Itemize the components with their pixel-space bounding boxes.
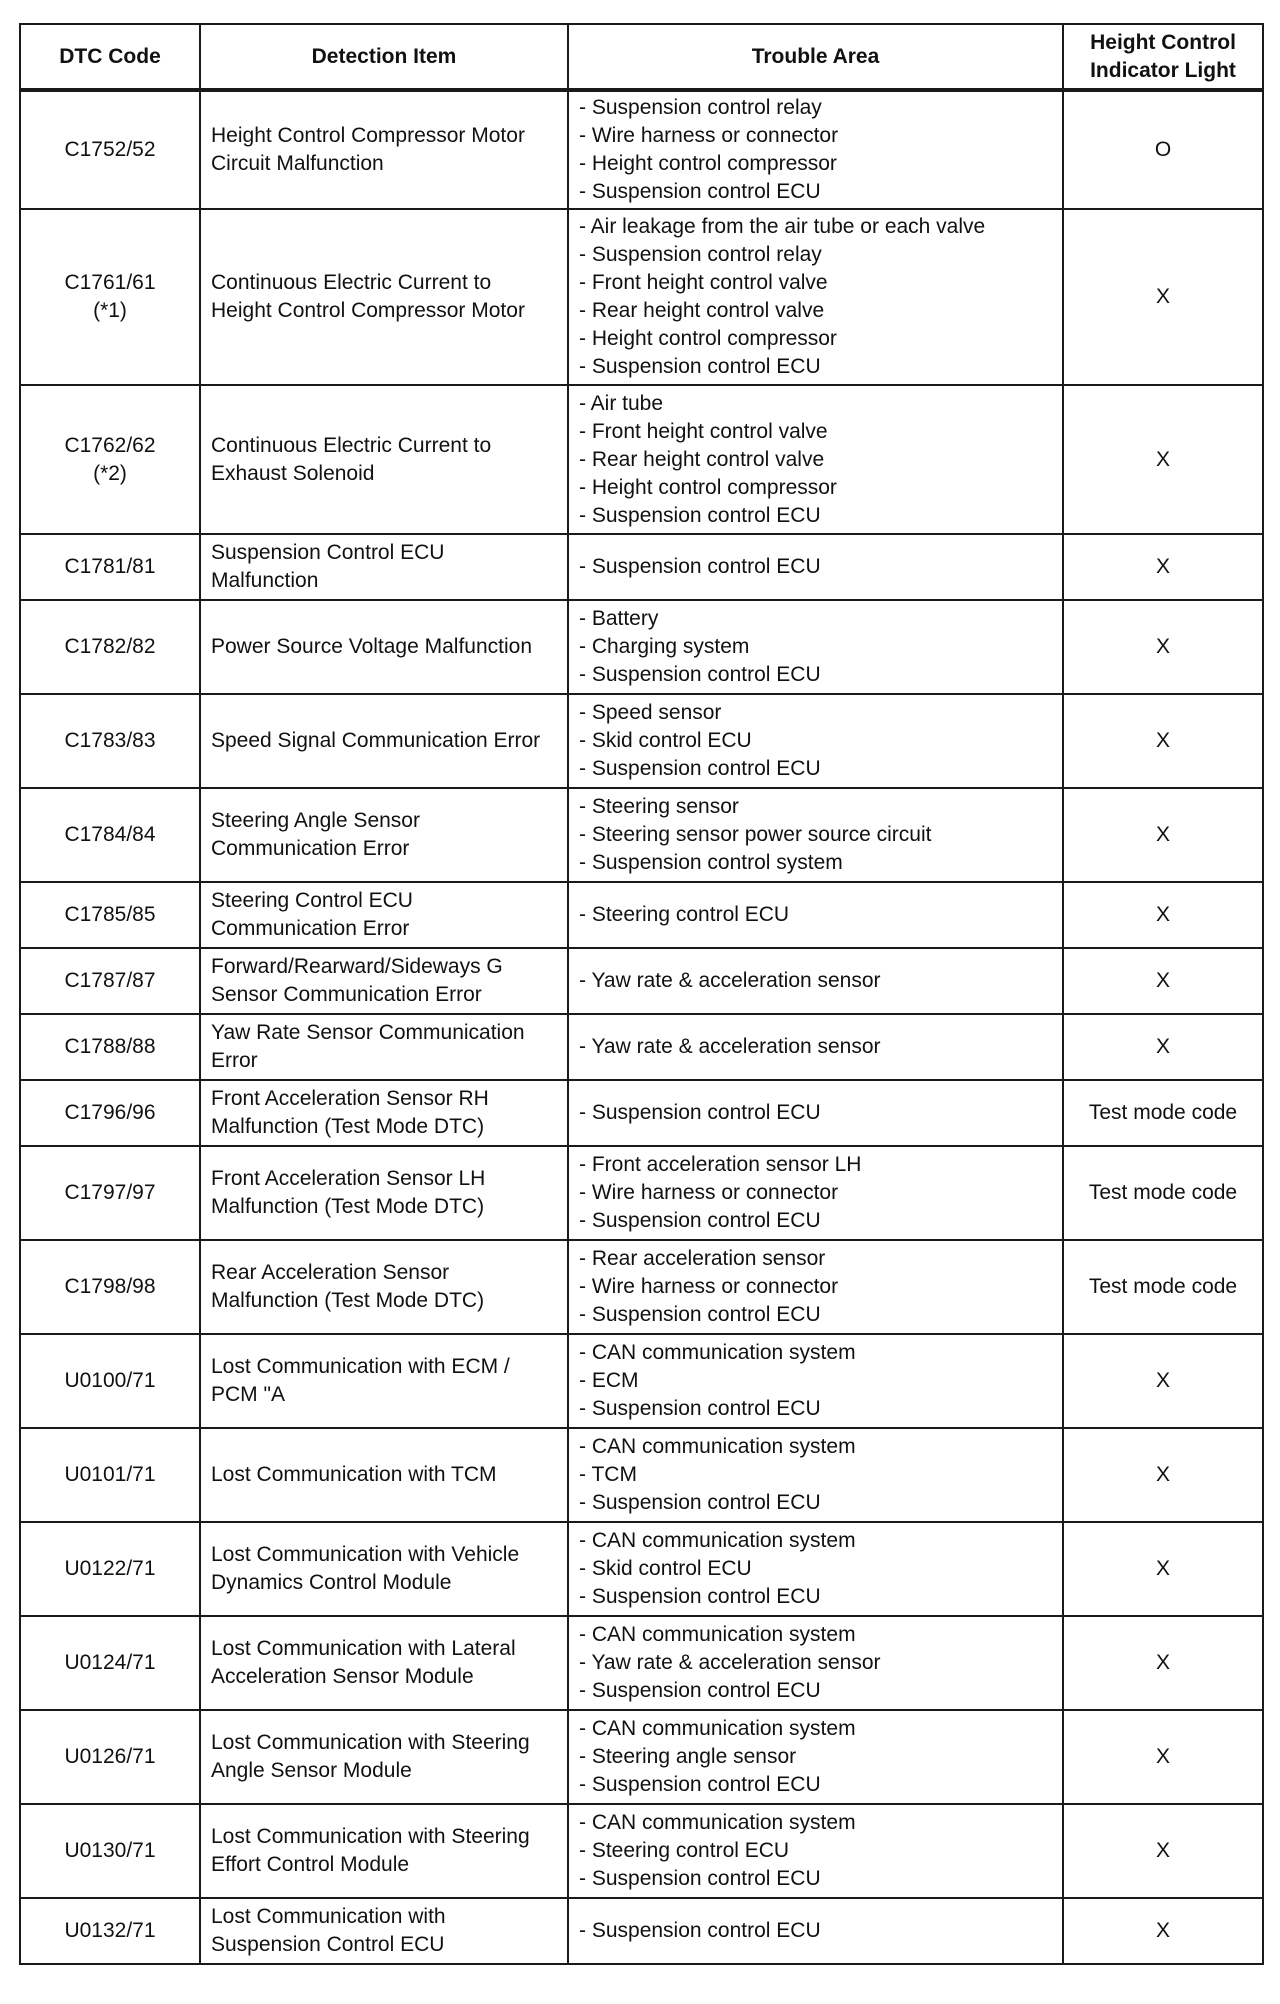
indicator-light-value: O: [1154, 138, 1172, 161]
table-row: [20, 1898, 1263, 1964]
indicator-light-value: X: [1155, 635, 1170, 658]
header-line: Trouble Area: [751, 44, 880, 68]
trouble-area-line: - Air leakage from the air tube or each valve: [579, 215, 986, 238]
detection-item-line: Effort Control Module: [211, 1853, 410, 1876]
indicator-light-cell: [1063, 1428, 1263, 1522]
header-detection-item: [200, 24, 568, 90]
dtc-code-cell: [20, 534, 200, 600]
trouble-area-line: - Yaw rate & acceleration sensor: [579, 1651, 881, 1674]
detection-item-line: Speed Signal Communication Error: [211, 729, 541, 752]
indicator-light-value: X: [1155, 1839, 1170, 1862]
dtc-code-cell: [20, 882, 200, 948]
trouble-area-line: - Wire harness or connector: [579, 1181, 839, 1204]
dtc-code-cell: [20, 1146, 200, 1240]
indicator-light-value: X: [1155, 1919, 1170, 1942]
table-row: [20, 209, 1263, 385]
trouble-area-line: - Suspension control ECU: [579, 663, 821, 686]
trouble-area-line: - Suspension control ECU: [579, 757, 821, 780]
dtc-code: (*1): [93, 299, 127, 322]
detection-item-line: Malfunction (Test Mode DTC): [211, 1195, 485, 1218]
indicator-light-cell: [1063, 1522, 1263, 1616]
header-line: Detection Item: [311, 44, 457, 68]
trouble-area-cell: [568, 1898, 1063, 1964]
table-row: [20, 1146, 1263, 1240]
trouble-area-cell: [568, 1240, 1063, 1334]
detection-item-line: Lost Communication with Steering: [211, 1825, 530, 1848]
table-row: [20, 90, 1263, 209]
dtc-code-cell: [20, 1710, 200, 1804]
trouble-area-line: - Height control compressor: [579, 327, 837, 350]
detection-item-cell: [200, 209, 568, 385]
trouble-area-cell: [568, 1804, 1063, 1898]
dtc-code-cell: [20, 1616, 200, 1710]
header-indicator-light: [1063, 24, 1263, 90]
dtc-code-cell: [20, 788, 200, 882]
detection-item-line: Malfunction (Test Mode DTC): [211, 1289, 485, 1312]
dtc-code: U0132/71: [64, 1919, 156, 1942]
trouble-area-line: - Yaw rate & acceleration sensor: [579, 969, 881, 992]
trouble-area-line: - CAN communication system: [579, 1811, 856, 1834]
detection-item-line: PCM "A: [211, 1383, 285, 1406]
indicator-light-cell: [1063, 1710, 1263, 1804]
trouble-area-line: - Suspension control ECU: [579, 1773, 821, 1796]
trouble-area-line: - Wire harness or connector: [579, 1275, 839, 1298]
indicator-light-cell: [1063, 90, 1263, 209]
detection-item-line: Yaw Rate Sensor Communication: [211, 1021, 525, 1044]
indicator-light-cell: [1063, 694, 1263, 788]
dtc-code: C1782/82: [64, 635, 156, 658]
detection-item-cell: [200, 882, 568, 948]
trouble-area-line: - Suspension control ECU: [579, 1101, 821, 1124]
detection-item-line: Front Acceleration Sensor LH: [211, 1167, 486, 1190]
detection-item-cell: [200, 1804, 568, 1898]
header-trouble-area: [568, 24, 1063, 90]
indicator-light-cell: [1063, 1014, 1263, 1080]
detection-item-line: Lost Communication with Steering: [211, 1731, 530, 1754]
header-line: DTC Code: [59, 44, 161, 68]
detection-item-line: Communication Error: [211, 837, 410, 860]
detection-item-cell: [200, 1080, 568, 1146]
indicator-light-value: X: [1155, 823, 1170, 846]
trouble-area-line: - Suspension control ECU: [579, 1397, 821, 1420]
header-line: Height Control: [1090, 30, 1236, 54]
trouble-area-line: - Wire harness or connector: [579, 124, 839, 147]
trouble-area-cell: [568, 1146, 1063, 1240]
dtc-code-cell: [20, 1804, 200, 1898]
dtc-code: C1798/98: [64, 1275, 156, 1298]
table-row: [20, 1522, 1263, 1616]
detection-item-line: Forward/Rearward/Sideways G: [211, 955, 503, 978]
detection-item-line: Lost Communication with: [211, 1905, 446, 1928]
detection-item-cell: [200, 1898, 568, 1964]
indicator-light-cell: [1063, 882, 1263, 948]
dtc-code: C1787/87: [64, 969, 156, 992]
trouble-area-line: - Suspension control ECU: [579, 1209, 821, 1232]
dtc-code-cell: [20, 600, 200, 694]
table-row: [20, 1804, 1263, 1898]
detection-item-line: Lost Communication with TCM: [211, 1463, 497, 1486]
detection-item-line: Communication Error: [211, 917, 410, 940]
trouble-area-line: - Front acceleration sensor LH: [579, 1153, 862, 1176]
detection-item-cell: [200, 694, 568, 788]
detection-item-line: Lost Communication with Lateral: [211, 1637, 516, 1660]
dtc-code: C1783/83: [64, 729, 156, 752]
dtc-code: C1752/52: [64, 138, 156, 161]
dtc-code-cell: [20, 948, 200, 1014]
indicator-light-cell: [1063, 534, 1263, 600]
detection-item-line: Suspension Control ECU: [211, 541, 445, 564]
detection-item-cell: [200, 1522, 568, 1616]
indicator-light-value: X: [1155, 1035, 1170, 1058]
indicator-light-value: X: [1155, 1369, 1170, 1392]
indicator-light-value: X: [1155, 1557, 1170, 1580]
table-row: [20, 600, 1263, 694]
indicator-light-cell: [1063, 209, 1263, 385]
detection-item-cell: [200, 1428, 568, 1522]
detection-item-line: Continuous Electric Current to: [211, 433, 492, 457]
indicator-light-value: X: [1155, 555, 1170, 578]
trouble-area-cell: [568, 600, 1063, 694]
table-header: [20, 24, 1263, 90]
detection-item-cell: [200, 948, 568, 1014]
table-row: [20, 948, 1263, 1014]
trouble-area-line: - Height control compressor: [579, 475, 837, 499]
dtc-code-cell: [20, 1080, 200, 1146]
trouble-area-line: - Suspension control ECU: [579, 555, 821, 578]
detection-item-cell: [200, 788, 568, 882]
trouble-area-cell: [568, 1334, 1063, 1428]
dtc-code: (*2): [93, 461, 127, 485]
dtc-code: U0126/71: [64, 1745, 156, 1768]
indicator-light-value: X: [1155, 903, 1170, 926]
detection-item-cell: [200, 90, 568, 209]
detection-item-cell: [200, 385, 568, 534]
dtc-code: C1781/81: [64, 555, 156, 578]
table-row: [20, 1240, 1263, 1334]
detection-item-cell: [200, 1616, 568, 1710]
trouble-area-line: - TCM: [579, 1463, 637, 1486]
detection-item-line: Power Source Voltage Malfunction: [211, 635, 533, 658]
table-row: [20, 1080, 1263, 1146]
trouble-area-line: - Rear height control valve: [579, 299, 825, 322]
trouble-area-line: - Steering sensor: [579, 795, 739, 818]
trouble-area-line: - Height control compressor: [579, 152, 837, 175]
detection-item-line: Exhaust Solenoid: [211, 461, 375, 485]
trouble-area-line: - Skid control ECU: [579, 1557, 752, 1580]
detection-item-line: Error: [211, 1049, 258, 1072]
dtc-code: C1784/84: [64, 823, 156, 846]
indicator-light-value: X: [1155, 285, 1170, 308]
trouble-area-line: - Suspension control ECU: [579, 1919, 821, 1942]
dtc-code-cell: [20, 90, 200, 209]
trouble-area-cell: [568, 788, 1063, 882]
dtc-code: C1797/97: [64, 1181, 156, 1204]
indicator-light-cell: [1063, 1334, 1263, 1428]
detection-item-line: Sensor Communication Error: [211, 983, 482, 1006]
trouble-area-line: - Battery: [579, 607, 659, 630]
indicator-light-value: X: [1155, 1463, 1170, 1486]
table-row: [20, 694, 1263, 788]
trouble-area-line: - Rear acceleration sensor: [579, 1247, 826, 1270]
detection-item-line: Acceleration Sensor Module: [211, 1665, 474, 1688]
header-row: [20, 24, 1263, 90]
trouble-area-cell: [568, 948, 1063, 1014]
trouble-area-line: - CAN communication system: [579, 1623, 856, 1646]
table-row: [20, 882, 1263, 948]
trouble-area-line: - Charging system: [579, 635, 750, 658]
detection-item-line: Suspension Control ECU: [211, 1933, 445, 1956]
indicator-light-cell: [1063, 1616, 1263, 1710]
trouble-area-line: - Skid control ECU: [579, 729, 752, 752]
header-line: Indicator Light: [1090, 58, 1236, 82]
trouble-area-cell: [568, 1428, 1063, 1522]
dtc-code-cell: [20, 1522, 200, 1616]
indicator-light-cell: [1063, 1240, 1263, 1334]
detection-item-line: Continuous Electric Current to: [211, 271, 492, 294]
detection-item-cell: [200, 1014, 568, 1080]
indicator-light-cell: [1063, 600, 1263, 694]
detection-item-line: Rear Acceleration Sensor: [211, 1261, 450, 1284]
indicator-light-cell: [1063, 948, 1263, 1014]
detection-item-cell: [200, 1240, 568, 1334]
dtc-code-cell: [20, 1334, 200, 1428]
trouble-area-line: - Steering angle sensor: [579, 1745, 797, 1768]
trouble-area-line: - Front height control valve: [579, 271, 828, 294]
detection-item-line: Height Control Compressor Motor: [211, 299, 525, 322]
table-row: [20, 1428, 1263, 1522]
trouble-area-cell: [568, 1616, 1063, 1710]
detection-item-cell: [200, 534, 568, 600]
trouble-area-line: - Suspension control ECU: [579, 1585, 821, 1608]
trouble-area-cell: [568, 1080, 1063, 1146]
trouble-area-cell: [568, 1014, 1063, 1080]
indicator-light-cell: [1063, 1080, 1263, 1146]
indicator-light-value: X: [1155, 447, 1170, 471]
detection-item-line: Dynamics Control Module: [211, 1571, 452, 1594]
indicator-light-value: Test mode code: [1088, 1101, 1238, 1124]
trouble-area-line: - CAN communication system: [579, 1529, 856, 1552]
detection-item-line: Steering Angle Sensor: [211, 809, 420, 832]
trouble-area-line: - Front height control valve: [579, 419, 828, 443]
indicator-light-cell: [1063, 1146, 1263, 1240]
indicator-light-cell: [1063, 385, 1263, 534]
indicator-light-value: Test mode code: [1088, 1275, 1238, 1298]
trouble-area-line: - Yaw rate & acceleration sensor: [579, 1035, 881, 1058]
dtc-code: U0100/71: [64, 1369, 156, 1392]
detection-item-line: Lost Communication with ECM /: [211, 1355, 510, 1378]
indicator-light-value: X: [1155, 729, 1170, 752]
dtc-code-cell: [20, 1014, 200, 1080]
detection-item-line: Lost Communication with Vehicle: [211, 1543, 520, 1566]
trouble-area-line: - Suspension control ECU: [579, 1867, 821, 1890]
indicator-light-value: X: [1155, 1745, 1170, 1768]
dtc-table: [19, 23, 1264, 1965]
trouble-area-line: - Suspension control ECU: [579, 355, 821, 378]
detection-item-line: Front Acceleration Sensor RH: [211, 1087, 489, 1110]
trouble-area-line: - CAN communication system: [579, 1435, 856, 1458]
indicator-light-cell: [1063, 1898, 1263, 1964]
table-row: [20, 1616, 1263, 1710]
trouble-area-cell: [568, 534, 1063, 600]
indicator-light-value: Test mode code: [1088, 1181, 1238, 1204]
trouble-area-line: - Suspension control system: [579, 851, 843, 874]
detection-item-line: Height Control Compressor Motor: [211, 124, 525, 147]
trouble-area-cell: [568, 385, 1063, 534]
table-row: [20, 385, 1263, 534]
table-row: [20, 1710, 1263, 1804]
dtc-code-cell: [20, 694, 200, 788]
table-row: [20, 534, 1263, 600]
trouble-area-cell: [568, 90, 1063, 209]
trouble-area-line: - Suspension control relay: [579, 243, 822, 266]
detection-item-cell: [200, 1710, 568, 1804]
indicator-light-value: X: [1155, 969, 1170, 992]
trouble-area-line: - Steering control ECU: [579, 1839, 790, 1862]
trouble-area-line: - Suspension control relay: [579, 96, 822, 119]
dtc-code: C1796/96: [64, 1101, 156, 1124]
trouble-area-line: - Suspension control ECU: [579, 1679, 821, 1702]
trouble-area-line: - Air tube: [579, 391, 664, 415]
detection-item-line: Malfunction (Test Mode DTC): [211, 1115, 485, 1138]
table-row: [20, 1014, 1263, 1080]
header-dtc-code: [20, 24, 200, 90]
detection-item-cell: [200, 1146, 568, 1240]
trouble-area-cell: [568, 694, 1063, 788]
trouble-area-line: - Suspension control ECU: [579, 1303, 821, 1326]
trouble-area-line: - ECM: [579, 1369, 639, 1392]
dtc-code: C1761/61: [64, 271, 156, 294]
indicator-light-cell: [1063, 1804, 1263, 1898]
table-row: [20, 1334, 1263, 1428]
trouble-area-line: - Suspension control ECU: [579, 503, 821, 527]
dtc-code-cell: [20, 1428, 200, 1522]
indicator-light-value: X: [1155, 1651, 1170, 1674]
indicator-light-cell: [1063, 788, 1263, 882]
trouble-area-cell: [568, 1522, 1063, 1616]
detection-item-cell: [200, 600, 568, 694]
dtc-code: U0101/71: [64, 1463, 156, 1486]
dtc-code-cell: [20, 209, 200, 385]
table-row: [20, 788, 1263, 882]
dtc-code: C1762/62: [64, 433, 156, 457]
dtc-code: C1785/85: [64, 903, 156, 926]
table-body: [20, 90, 1263, 1964]
dtc-code: U0124/71: [64, 1651, 156, 1674]
detection-item-line: Steering Control ECU: [211, 889, 413, 912]
trouble-area-line: - Suspension control ECU: [579, 180, 821, 203]
trouble-area-line: - Suspension control ECU: [579, 1491, 821, 1514]
trouble-area-line: - Steering sensor power source circuit: [579, 823, 932, 846]
dtc-code-cell: [20, 1240, 200, 1334]
trouble-area-line: - CAN communication system: [579, 1341, 856, 1364]
dtc-code-cell: [20, 1898, 200, 1964]
trouble-area-cell: [568, 882, 1063, 948]
detection-item-cell: [200, 1334, 568, 1428]
trouble-area-line: - Rear height control valve: [579, 447, 825, 471]
dtc-code: C1788/88: [64, 1035, 156, 1058]
trouble-area-cell: [568, 209, 1063, 385]
dtc-code: U0130/71: [64, 1839, 156, 1862]
detection-item-line: Angle Sensor Module: [211, 1759, 412, 1782]
trouble-area-cell: [568, 1710, 1063, 1804]
dtc-code: U0122/71: [64, 1557, 156, 1580]
trouble-area-line: - Speed sensor: [579, 701, 722, 724]
trouble-area-line: - Steering control ECU: [579, 903, 790, 926]
dtc-code-cell: [20, 385, 200, 534]
trouble-area-line: - CAN communication system: [579, 1717, 856, 1740]
detection-item-line: Malfunction: [211, 569, 319, 592]
detection-item-line: Circuit Malfunction: [211, 152, 384, 175]
